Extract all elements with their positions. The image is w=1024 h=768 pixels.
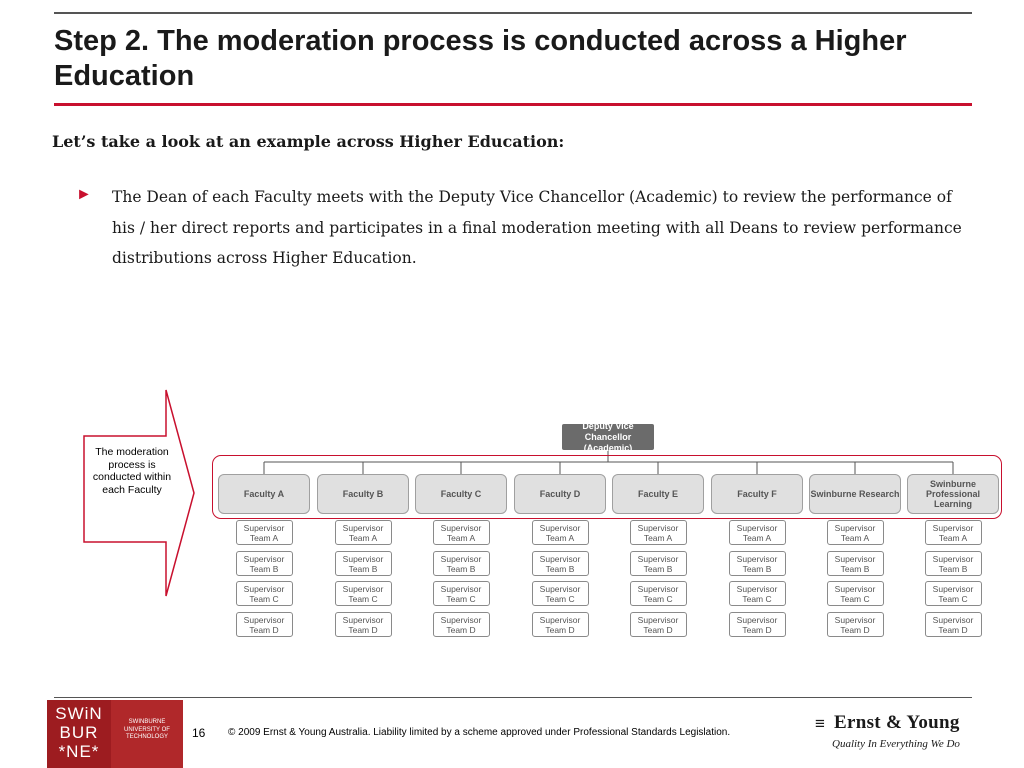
footer-rule: [54, 697, 972, 698]
supervisor-team-label: Supervisor: [834, 583, 876, 594]
ernst-young-logo: Ernst & Young: [834, 712, 960, 733]
faculty-box: Faculty B: [317, 474, 409, 514]
faculty-box: Swinburne Professional Learning: [907, 474, 999, 514]
supervisor-team-label: Supervisor: [539, 583, 581, 594]
supervisor-team-label: Supervisor: [342, 583, 384, 594]
supervisor-team-box: [630, 612, 687, 637]
supervisor-team-label: Team B: [446, 563, 476, 574]
supervisor-team-box: [729, 612, 786, 637]
supervisor-team-label: Team B: [742, 563, 772, 574]
faculty-box: Faculty A: [218, 474, 310, 514]
supervisor-team-box: [433, 551, 490, 576]
supervisor-team-label: Supervisor: [539, 522, 581, 533]
swinburne-subtitle: SWINBURNE UNIVERSITY OF TECHNOLOGY: [124, 719, 170, 740]
supervisor-team-label: Team C: [643, 593, 673, 604]
supervisor-team-label: Team B: [938, 563, 968, 574]
supervisor-team-label: Team D: [249, 624, 279, 635]
supervisor-team-box: [630, 581, 687, 606]
supervisor-team-label: Team C: [742, 593, 772, 604]
supervisor-team-label: Supervisor: [736, 583, 778, 594]
supervisor-team-label: Team B: [348, 563, 378, 574]
supervisor-team-label: Team C: [249, 593, 279, 604]
faculty-box: Faculty C: [415, 474, 507, 514]
supervisor-team-label: Team A: [840, 532, 870, 543]
supervisor-team-label: Supervisor: [637, 614, 679, 625]
supervisor-team-label: Supervisor: [736, 522, 778, 533]
supervisor-team-box: [236, 551, 293, 576]
supervisor-team-box: [925, 612, 982, 637]
supervisor-team-label: Team A: [446, 532, 476, 543]
faculty-box: Faculty D: [514, 474, 606, 514]
copyright-text: © 2009 Ernst & Young Australia. Liability limited by a scheme approved under Professional Standards Legislation.: [228, 727, 731, 738]
supervisor-team-label: Supervisor: [539, 614, 581, 625]
supervisor-team-label: Team C: [446, 593, 476, 604]
supervisor-team-label: Supervisor: [243, 522, 285, 533]
slide-title: Step 2. The moderation process is conducted across a Higher Education: [54, 25, 907, 92]
supervisor-team-label: Supervisor: [834, 553, 876, 564]
slide-subtitle: Let’s take a look at an example across Higher Education:: [52, 132, 565, 151]
supervisor-team-label: Team A: [545, 532, 575, 543]
supervisor-team-box: [827, 520, 884, 545]
supervisor-team-label: Supervisor: [440, 583, 482, 594]
supervisor-team-label: Supervisor: [440, 522, 482, 533]
supervisor-team-box: [630, 520, 687, 545]
supervisor-team-box: [925, 581, 982, 606]
supervisor-team-label: Supervisor: [637, 553, 679, 564]
swinburne-wordmark: SWiN BUR *NE*: [47, 700, 111, 768]
ernst-young-icon: ≡: [815, 714, 825, 733]
supervisor-team-box: [729, 520, 786, 545]
supervisor-team-box: [335, 581, 392, 606]
swinburne-logo: [47, 700, 183, 768]
supervisor-team-label: Team C: [840, 593, 870, 604]
root-line-2: (Academic): [583, 442, 633, 453]
supervisor-team-label: Team C: [938, 593, 968, 604]
supervisor-team-label: Supervisor: [243, 553, 285, 564]
supervisor-team-label: Supervisor: [932, 614, 974, 625]
supervisor-team-label: Team D: [938, 624, 968, 635]
supervisor-team-box: [335, 612, 392, 637]
supervisor-team-label: Supervisor: [342, 614, 384, 625]
supervisor-team-label: Supervisor: [342, 553, 384, 564]
root-line-1: Deputy Vice Chancellor: [582, 420, 634, 442]
supervisor-team-label: Team B: [840, 563, 870, 574]
supervisor-team-label: Team D: [742, 624, 772, 635]
supervisor-team-label: Team D: [446, 624, 476, 635]
page-number: 16: [192, 726, 206, 740]
supervisor-team-box: [532, 612, 589, 637]
supervisor-team-label: Team B: [249, 563, 279, 574]
supervisor-team-label: Team A: [938, 532, 968, 543]
supervisor-team-box: [630, 551, 687, 576]
callout-note: The moderation process is conducted within each Faculty: [92, 446, 172, 496]
supervisor-team-box: [433, 581, 490, 606]
supervisor-team-box: [729, 581, 786, 606]
supervisor-team-label: Team A: [643, 532, 673, 543]
supervisor-team-label: Team A: [742, 532, 772, 543]
supervisor-team-box: [532, 581, 589, 606]
supervisor-team-box: [925, 520, 982, 545]
supervisor-team-label: Team C: [348, 593, 378, 604]
supervisor-team-box: [335, 520, 392, 545]
supervisor-team-box: [236, 520, 293, 545]
supervisor-team-label: Team A: [348, 532, 378, 543]
faculty-box: Faculty F: [711, 474, 803, 514]
supervisor-team-label: Supervisor: [243, 614, 285, 625]
supervisor-team-label: Supervisor: [932, 583, 974, 594]
supervisor-team-label: Team A: [249, 532, 279, 543]
supervisor-team-label: Supervisor: [932, 522, 974, 533]
supervisor-team-box: [827, 581, 884, 606]
root-node: [562, 420, 654, 453]
faculty-box: Faculty E: [612, 474, 704, 514]
supervisor-team-label: Team C: [545, 593, 575, 604]
supervisor-team-label: Supervisor: [736, 614, 778, 625]
supervisor-team-label: Team D: [545, 624, 575, 635]
supervisor-team-label: Supervisor: [342, 522, 384, 533]
supervisor-team-label: Team D: [840, 624, 870, 635]
faculty-box: Swinburne Research: [809, 474, 901, 514]
bullet-text: The Dean of each Faculty meets with the Deputy Vice Chancellor (Academic) to review the performance of his / her direct reports and participates in a final moderation meeting with all Deans to review performance distributions across Higher Education.: [112, 188, 962, 267]
supervisor-team-box: [433, 520, 490, 545]
supervisor-team-label: Supervisor: [834, 614, 876, 625]
supervisor-team-label: Supervisor: [932, 553, 974, 564]
supervisor-team-label: Supervisor: [637, 522, 679, 533]
supervisor-team-label: Team B: [643, 563, 673, 574]
supervisor-team-box: [236, 581, 293, 606]
supervisor-team-box: [827, 612, 884, 637]
supervisor-team-label: Supervisor: [440, 614, 482, 625]
supervisor-team-label: Supervisor: [736, 553, 778, 564]
ernst-young-tagline: Quality In Everything We Do: [832, 738, 960, 750]
supervisor-team-label: Team B: [545, 563, 575, 574]
supervisor-team-label: Supervisor: [243, 583, 285, 594]
bullet-arrow-icon: ►: [76, 186, 92, 203]
supervisor-team-label: Supervisor: [440, 553, 482, 564]
supervisor-team-box: [335, 551, 392, 576]
supervisor-team-label: Supervisor: [637, 583, 679, 594]
supervisor-team-label: Supervisor: [539, 553, 581, 564]
supervisor-team-box: [532, 551, 589, 576]
supervisor-team-label: Team D: [348, 624, 378, 635]
supervisor-team-box: [433, 612, 490, 637]
supervisor-team-box: [532, 520, 589, 545]
supervisor-team-box: [236, 612, 293, 637]
supervisor-team-box: [827, 551, 884, 576]
supervisor-team-box: [925, 551, 982, 576]
supervisor-team-label: Supervisor: [834, 522, 876, 533]
supervisor-team-label: Team D: [643, 624, 673, 635]
supervisor-team-box: [729, 551, 786, 576]
